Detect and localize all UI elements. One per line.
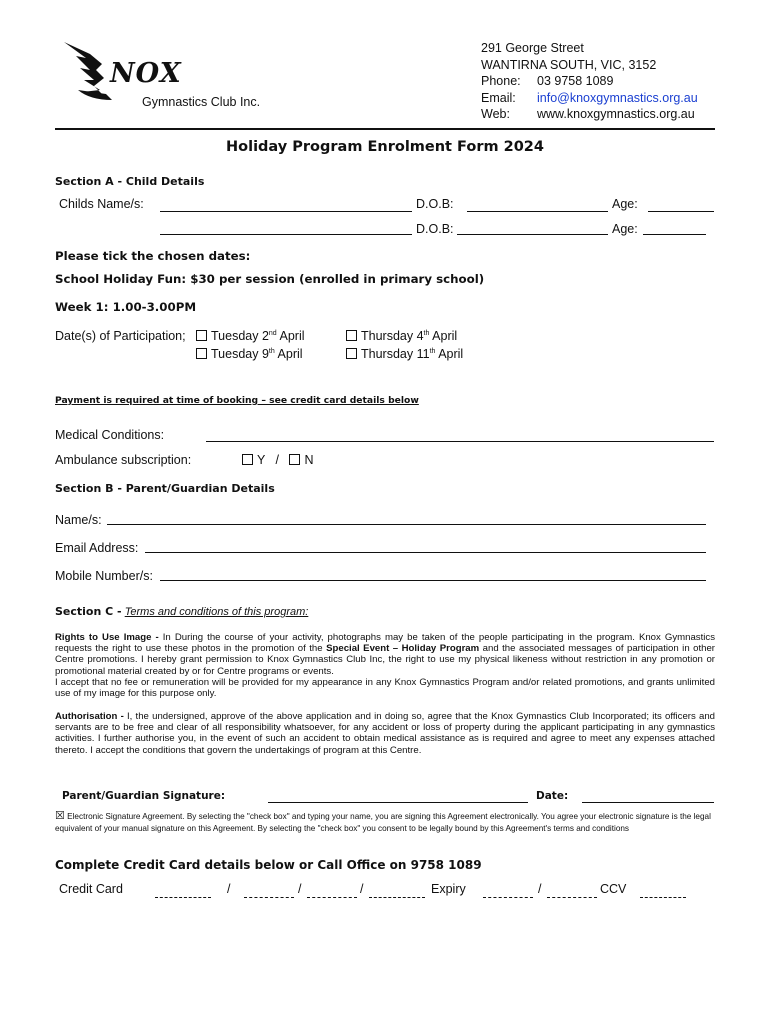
checkbox[interactable] [346,348,357,359]
expiry-label: Expiry [431,882,466,896]
date-option-2[interactable]: Thursday 4th April [346,329,457,343]
esignature-checkbox[interactable]: ☒ [55,810,65,822]
address-line2: WANTIRNA SOUTH, VIC, 3152 [481,57,657,72]
ambulance-no-checkbox[interactable] [289,454,300,465]
contact-block [481,40,698,123]
card-separator: / [298,882,302,896]
phone-label: Phone: [481,74,521,88]
ccv-label: CCV [600,882,627,896]
dob-field-1[interactable] [467,211,608,212]
expiry-month-field[interactable] [483,897,533,898]
childs-name-label: Childs Name/s: [59,197,144,211]
date-option-3[interactable]: Tuesday 9th April [196,347,303,361]
week-time: Week 1: 1.00-3.00PM [55,300,197,314]
ambulance-yes-label: Y [257,453,266,467]
mobile-label: Mobile Number/s: [55,569,153,583]
signature-label: Parent/Guardian Signature: [62,790,226,802]
email-address-field[interactable] [145,552,706,553]
age-field-2[interactable] [643,234,706,235]
rights-paragraph: Rights to Use Image - In During the course of your activity, photographs may be taken of the people participating in the program. Knox Gymnastics requests the right to use these photos in the promotion of the Special Event – Holiday Program and the associated messages of participation in other Centre promotions. I hereby grant permission to Knox Gymnastics Club Inc, the right to use my physical likeness without restriction in any promotion or promotional material created by or for Centre programs or events. I accept that no fee or remuneration will be provided for my appearance in any Knox Gymnastics Program and/or related promotions, and grants unlimited use of my image for this purpose only. [55,632,715,700]
expiry-year-field[interactable] [547,897,597,898]
phone-value: 03 9758 1089 [537,74,614,88]
card-number-field-2[interactable] [244,897,294,898]
date-label: Date: [536,790,569,802]
credit-card-label: Credit Card [59,882,123,896]
credit-heading: Complete Credit Card details below or Call Office on 9758 1089 [55,858,482,872]
checkbox[interactable] [196,348,207,359]
names-label: Name/s: [55,513,102,527]
card-number-field-1[interactable] [155,897,211,898]
participation-label: Date(s) of Participation; [55,329,186,343]
header-divider [55,128,715,130]
terms-link: Terms and conditions of this program: [124,606,309,618]
childs-name-field-2[interactable] [160,234,412,235]
web-label: Web: [481,107,510,121]
tick-prompt: Please tick the chosen dates: [55,249,251,263]
dob-field-2[interactable] [457,234,608,235]
date-option-1[interactable]: Tuesday 2nd April [196,329,305,343]
card-separator: / [227,882,231,896]
address-line1: 291 George Street [481,41,584,55]
ambulance-options: Y / N [242,453,313,467]
ambulance-yes-checkbox[interactable] [242,454,253,465]
ccv-field[interactable] [640,897,686,898]
expiry-separator: / [538,882,542,896]
date-field[interactable] [582,802,714,803]
medical-label: Medical Conditions: [55,428,165,442]
page-title: Holiday Program Enrolment Form 2024 [226,139,544,155]
logo-text: NOX [110,58,182,89]
section-b-heading: Section B - Parent/Guardian Details [55,482,275,495]
checkbox[interactable] [196,330,207,341]
web-value: www.knoxgymnastics.org.au [537,107,695,121]
dob-label-1: D.O.B: [416,197,454,211]
age-label-2: Age: [612,222,638,236]
age-field-1[interactable] [648,211,714,212]
age-label-1: Age: [612,197,638,211]
payment-note: Payment is required at time of booking – see credit card details below [55,395,419,406]
checkbox[interactable] [346,330,357,341]
program-description: School Holiday Fun: $30 per session (enrolled in primary school) [55,272,485,286]
medical-field[interactable] [206,441,714,442]
signature-field[interactable] [268,802,528,803]
email-link[interactable]: info@knoxgymnastics.org.au [537,90,698,105]
esignature-agreement: ☒ Electronic Signature Agreement. By selecting the "check box" and typing your name, you are signing this Agreement electronically. You agree your electronic signature is the legal equivalent of your manual signature on this Agreement. By selecting the "check box" you consent to be legally bound by this Agreement's terms and conditions [55,810,711,833]
dob-label-2: D.O.B: [416,222,454,236]
email-address-label: Email Address: [55,541,139,555]
ambulance-no-label: N [304,453,314,467]
date-option-4[interactable]: Thursday 11th April [346,347,463,361]
authorisation-paragraph: Authorisation - I, the undersigned, approve of the above application and in doing so, agree that the Knox Gymnastics Club Incorporated; its officers and servants are to be free and clear of all responsibility whatsoever, for any accident or loss of property during the applicant participating in any gymnastics activities. I further authorise you, in the event of such an accident to obtain medical assistance as is required and agree to meet any expenses attached thereto. I accept the conditions that govern the undertakings of program at this Centre. [55,711,715,756]
names-field[interactable] [107,524,706,525]
mobile-field[interactable] [160,580,706,581]
card-number-field-3[interactable] [307,897,357,898]
childs-name-field-1[interactable] [160,211,412,212]
card-separator: / [360,882,364,896]
ambulance-label: Ambulance subscription: [55,453,192,467]
section-c-heading: Section C - Terms and conditions of this program: [55,605,309,618]
club-name: Gymnastics Club Inc. [142,95,261,109]
email-label: Email: [481,90,516,105]
card-number-field-4[interactable] [369,897,425,898]
section-a-heading: Section A - Child Details [55,175,205,188]
